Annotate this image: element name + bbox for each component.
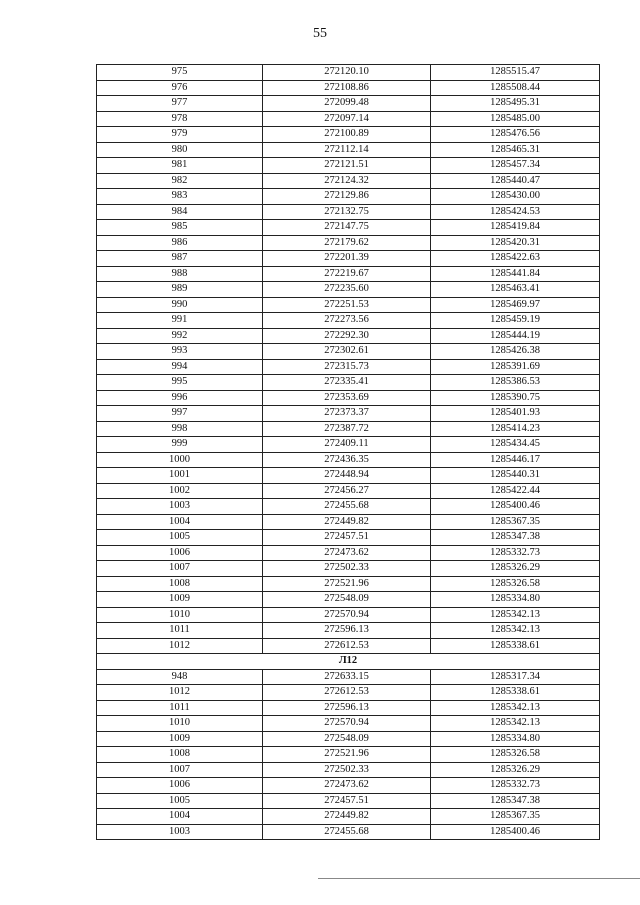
y-coordinate-cell: 1285515.47 — [431, 65, 600, 81]
point-number-cell: 1005 — [97, 793, 263, 809]
y-coordinate-cell: 1285444.19 — [431, 328, 600, 344]
point-number-cell: 1007 — [97, 561, 263, 577]
y-coordinate-cell: 1285400.46 — [431, 824, 600, 840]
y-coordinate-cell: 1285446.17 — [431, 452, 600, 468]
point-number-cell: 993 — [97, 344, 263, 360]
x-coordinate-cell: 272353.69 — [263, 390, 431, 406]
x-coordinate-cell: 272455.68 — [263, 824, 431, 840]
x-coordinate-cell: 272612.53 — [263, 685, 431, 701]
bottom-divider — [318, 878, 640, 879]
y-coordinate-cell: 1285422.63 — [431, 251, 600, 267]
y-coordinate-cell: 1285326.29 — [431, 762, 600, 778]
point-number-cell: 1000 — [97, 452, 263, 468]
point-number-cell: 1010 — [97, 607, 263, 623]
x-coordinate-cell: 272473.62 — [263, 778, 431, 794]
point-number-cell: 997 — [97, 406, 263, 422]
y-coordinate-cell: 1285332.73 — [431, 778, 600, 794]
table-row — [97, 297, 600, 313]
table-row — [97, 545, 600, 561]
table-row — [97, 824, 600, 840]
x-coordinate-cell: 272548.09 — [263, 731, 431, 747]
table-row — [97, 204, 600, 220]
point-number-cell: 1006 — [97, 545, 263, 561]
y-coordinate-cell: 1285434.45 — [431, 437, 600, 453]
x-coordinate-cell: 272335.41 — [263, 375, 431, 391]
table-row — [97, 328, 600, 344]
point-number-cell: 977 — [97, 96, 263, 112]
table-row — [97, 793, 600, 809]
point-number-cell: 991 — [97, 313, 263, 329]
point-number-cell: 1001 — [97, 468, 263, 484]
x-coordinate-cell: 272521.96 — [263, 576, 431, 592]
table-row — [97, 173, 600, 189]
table-row — [97, 576, 600, 592]
table-row — [97, 406, 600, 422]
x-coordinate-cell: 272219.67 — [263, 266, 431, 282]
table-row — [97, 468, 600, 484]
point-number-cell: 999 — [97, 437, 263, 453]
x-coordinate-cell: 272455.68 — [263, 499, 431, 515]
x-coordinate-cell: 272596.13 — [263, 623, 431, 639]
y-coordinate-cell: 1285342.13 — [431, 700, 600, 716]
point-number-cell: 995 — [97, 375, 263, 391]
table-row — [97, 313, 600, 329]
x-coordinate-cell: 272409.11 — [263, 437, 431, 453]
y-coordinate-cell: 1285326.58 — [431, 576, 600, 592]
point-number-cell: 981 — [97, 158, 263, 174]
table-row — [97, 421, 600, 437]
table-row — [97, 266, 600, 282]
y-coordinate-cell: 1285459.19 — [431, 313, 600, 329]
y-coordinate-cell: 1285508.44 — [431, 80, 600, 96]
y-coordinate-cell: 1285367.35 — [431, 514, 600, 530]
point-number-cell: 989 — [97, 282, 263, 298]
y-coordinate-cell: 1285495.31 — [431, 96, 600, 112]
table-row — [97, 375, 600, 391]
point-number-cell: 988 — [97, 266, 263, 282]
y-coordinate-cell: 1285463.41 — [431, 282, 600, 298]
point-number-cell: 1003 — [97, 824, 263, 840]
x-coordinate-cell: 272449.82 — [263, 809, 431, 825]
point-number-cell: 1004 — [97, 809, 263, 825]
y-coordinate-cell: 1285326.58 — [431, 747, 600, 763]
y-coordinate-cell: 1285465.31 — [431, 142, 600, 158]
section-label: Л12 — [97, 654, 600, 670]
table-row — [97, 747, 600, 763]
x-coordinate-cell: 272120.10 — [263, 65, 431, 81]
table-row — [97, 251, 600, 267]
point-number-cell: 982 — [97, 173, 263, 189]
table-row — [97, 762, 600, 778]
point-number-cell: 992 — [97, 328, 263, 344]
y-coordinate-cell: 1285424.53 — [431, 204, 600, 220]
x-coordinate-cell: 272596.13 — [263, 700, 431, 716]
table-row — [97, 390, 600, 406]
table-row — [97, 685, 600, 701]
x-coordinate-cell: 272456.27 — [263, 483, 431, 499]
table-row — [97, 607, 600, 623]
table-row — [97, 80, 600, 96]
point-number-cell: 1012 — [97, 638, 263, 654]
point-number-cell: 990 — [97, 297, 263, 313]
y-coordinate-cell: 1285426.38 — [431, 344, 600, 360]
table-row — [97, 452, 600, 468]
y-coordinate-cell: 1285441.84 — [431, 266, 600, 282]
y-coordinate-cell: 1285338.61 — [431, 685, 600, 701]
y-coordinate-cell: 1285422.44 — [431, 483, 600, 499]
x-coordinate-cell: 272521.96 — [263, 747, 431, 763]
table-row — [97, 638, 600, 654]
y-coordinate-cell: 1285419.84 — [431, 220, 600, 236]
table-row — [97, 437, 600, 453]
table-row — [97, 530, 600, 546]
table-row — [97, 700, 600, 716]
x-coordinate-cell: 272612.53 — [263, 638, 431, 654]
y-coordinate-cell: 1285401.93 — [431, 406, 600, 422]
table-row — [97, 778, 600, 794]
point-number-cell: 1004 — [97, 514, 263, 530]
point-number-cell: 975 — [97, 65, 263, 81]
y-coordinate-cell: 1285347.38 — [431, 530, 600, 546]
table-row — [97, 65, 600, 81]
point-number-cell: 1008 — [97, 576, 263, 592]
y-coordinate-cell: 1285317.34 — [431, 669, 600, 685]
table-row — [97, 514, 600, 530]
point-number-cell: 983 — [97, 189, 263, 205]
y-coordinate-cell: 1285391.69 — [431, 359, 600, 375]
x-coordinate-cell: 272373.37 — [263, 406, 431, 422]
y-coordinate-cell: 1285414.23 — [431, 421, 600, 437]
x-coordinate-cell: 272436.35 — [263, 452, 431, 468]
y-coordinate-cell: 1285476.56 — [431, 127, 600, 143]
y-coordinate-cell: 1285420.31 — [431, 235, 600, 251]
point-number-cell: 994 — [97, 359, 263, 375]
x-coordinate-cell: 272147.75 — [263, 220, 431, 236]
table-row — [97, 189, 600, 205]
point-number-cell: 996 — [97, 390, 263, 406]
table-row — [97, 344, 600, 360]
point-number-cell: 1008 — [97, 747, 263, 763]
point-number-cell: 978 — [97, 111, 263, 127]
x-coordinate-cell: 272633.15 — [263, 669, 431, 685]
table-row — [97, 235, 600, 251]
table-row — [97, 809, 600, 825]
y-coordinate-cell: 1285334.80 — [431, 592, 600, 608]
y-coordinate-cell: 1285400.46 — [431, 499, 600, 515]
x-coordinate-cell: 272387.72 — [263, 421, 431, 437]
y-coordinate-cell: 1285332.73 — [431, 545, 600, 561]
x-coordinate-cell: 272315.73 — [263, 359, 431, 375]
y-coordinate-cell: 1285342.13 — [431, 716, 600, 732]
point-number-cell: 976 — [97, 80, 263, 96]
point-number-cell: 1009 — [97, 592, 263, 608]
x-coordinate-cell: 272235.60 — [263, 282, 431, 298]
x-coordinate-cell: 272251.53 — [263, 297, 431, 313]
point-number-cell: 1011 — [97, 623, 263, 639]
table-row — [97, 483, 600, 499]
x-coordinate-cell: 272100.89 — [263, 127, 431, 143]
x-coordinate-cell: 272292.30 — [263, 328, 431, 344]
y-coordinate-cell: 1285430.00 — [431, 189, 600, 205]
point-number-cell: 980 — [97, 142, 263, 158]
point-number-cell: 1012 — [97, 685, 263, 701]
y-coordinate-cell: 1285367.35 — [431, 809, 600, 825]
x-coordinate-cell: 272124.32 — [263, 173, 431, 189]
table-row — [97, 669, 600, 685]
y-coordinate-cell: 1285342.13 — [431, 607, 600, 623]
x-coordinate-cell: 272457.51 — [263, 793, 431, 809]
x-coordinate-cell: 272473.62 — [263, 545, 431, 561]
x-coordinate-cell: 272273.56 — [263, 313, 431, 329]
y-coordinate-cell: 1285338.61 — [431, 638, 600, 654]
y-coordinate-cell: 1285326.29 — [431, 561, 600, 577]
x-coordinate-cell: 272097.14 — [263, 111, 431, 127]
x-coordinate-cell: 272129.86 — [263, 189, 431, 205]
x-coordinate-cell: 272179.62 — [263, 235, 431, 251]
y-coordinate-cell: 1285342.13 — [431, 623, 600, 639]
page-number: 55 — [313, 26, 327, 41]
y-coordinate-cell: 1285334.80 — [431, 731, 600, 747]
x-coordinate-cell: 272132.75 — [263, 204, 431, 220]
y-coordinate-cell: 1285440.47 — [431, 173, 600, 189]
table-row — [97, 127, 600, 143]
table-row — [97, 359, 600, 375]
table-row — [97, 716, 600, 732]
table-row — [97, 142, 600, 158]
x-coordinate-cell: 272570.94 — [263, 607, 431, 623]
x-coordinate-cell: 272502.33 — [263, 561, 431, 577]
x-coordinate-cell: 272099.48 — [263, 96, 431, 112]
table-row — [97, 499, 600, 515]
point-number-cell: 979 — [97, 127, 263, 143]
x-coordinate-cell: 272112.14 — [263, 142, 431, 158]
point-number-cell: 1009 — [97, 731, 263, 747]
y-coordinate-cell: 1285457.34 — [431, 158, 600, 174]
table-row — [97, 220, 600, 236]
table-row — [97, 731, 600, 747]
point-number-cell: 1010 — [97, 716, 263, 732]
section-header-row — [97, 654, 600, 670]
point-number-cell: 987 — [97, 251, 263, 267]
y-coordinate-cell: 1285485.00 — [431, 111, 600, 127]
point-number-cell: 1011 — [97, 700, 263, 716]
y-coordinate-cell: 1285390.75 — [431, 390, 600, 406]
table-row — [97, 111, 600, 127]
point-number-cell: 1006 — [97, 778, 263, 794]
point-number-cell: 1007 — [97, 762, 263, 778]
x-coordinate-cell: 272548.09 — [263, 592, 431, 608]
x-coordinate-cell: 272302.61 — [263, 344, 431, 360]
point-number-cell: 985 — [97, 220, 263, 236]
point-number-cell: 1002 — [97, 483, 263, 499]
x-coordinate-cell: 272570.94 — [263, 716, 431, 732]
x-coordinate-cell: 272108.86 — [263, 80, 431, 96]
point-number-cell: 986 — [97, 235, 263, 251]
x-coordinate-cell: 272502.33 — [263, 762, 431, 778]
point-number-cell: 1003 — [97, 499, 263, 515]
x-coordinate-cell: 272457.51 — [263, 530, 431, 546]
point-number-cell: 948 — [97, 669, 263, 685]
y-coordinate-cell: 1285469.97 — [431, 297, 600, 313]
point-number-cell: 1005 — [97, 530, 263, 546]
table-row — [97, 96, 600, 112]
x-coordinate-cell: 272201.39 — [263, 251, 431, 267]
y-coordinate-cell: 1285386.53 — [431, 375, 600, 391]
coordinates-table — [96, 64, 600, 840]
table-row — [97, 592, 600, 608]
table-row — [97, 282, 600, 298]
table-row — [97, 561, 600, 577]
point-number-cell: 998 — [97, 421, 263, 437]
x-coordinate-cell: 272449.82 — [263, 514, 431, 530]
point-number-cell: 984 — [97, 204, 263, 220]
table-row — [97, 158, 600, 174]
table-row — [97, 623, 600, 639]
y-coordinate-cell: 1285440.31 — [431, 468, 600, 484]
y-coordinate-cell: 1285347.38 — [431, 793, 600, 809]
x-coordinate-cell: 272448.94 — [263, 468, 431, 484]
coordinates-table-body — [97, 65, 600, 840]
x-coordinate-cell: 272121.51 — [263, 158, 431, 174]
